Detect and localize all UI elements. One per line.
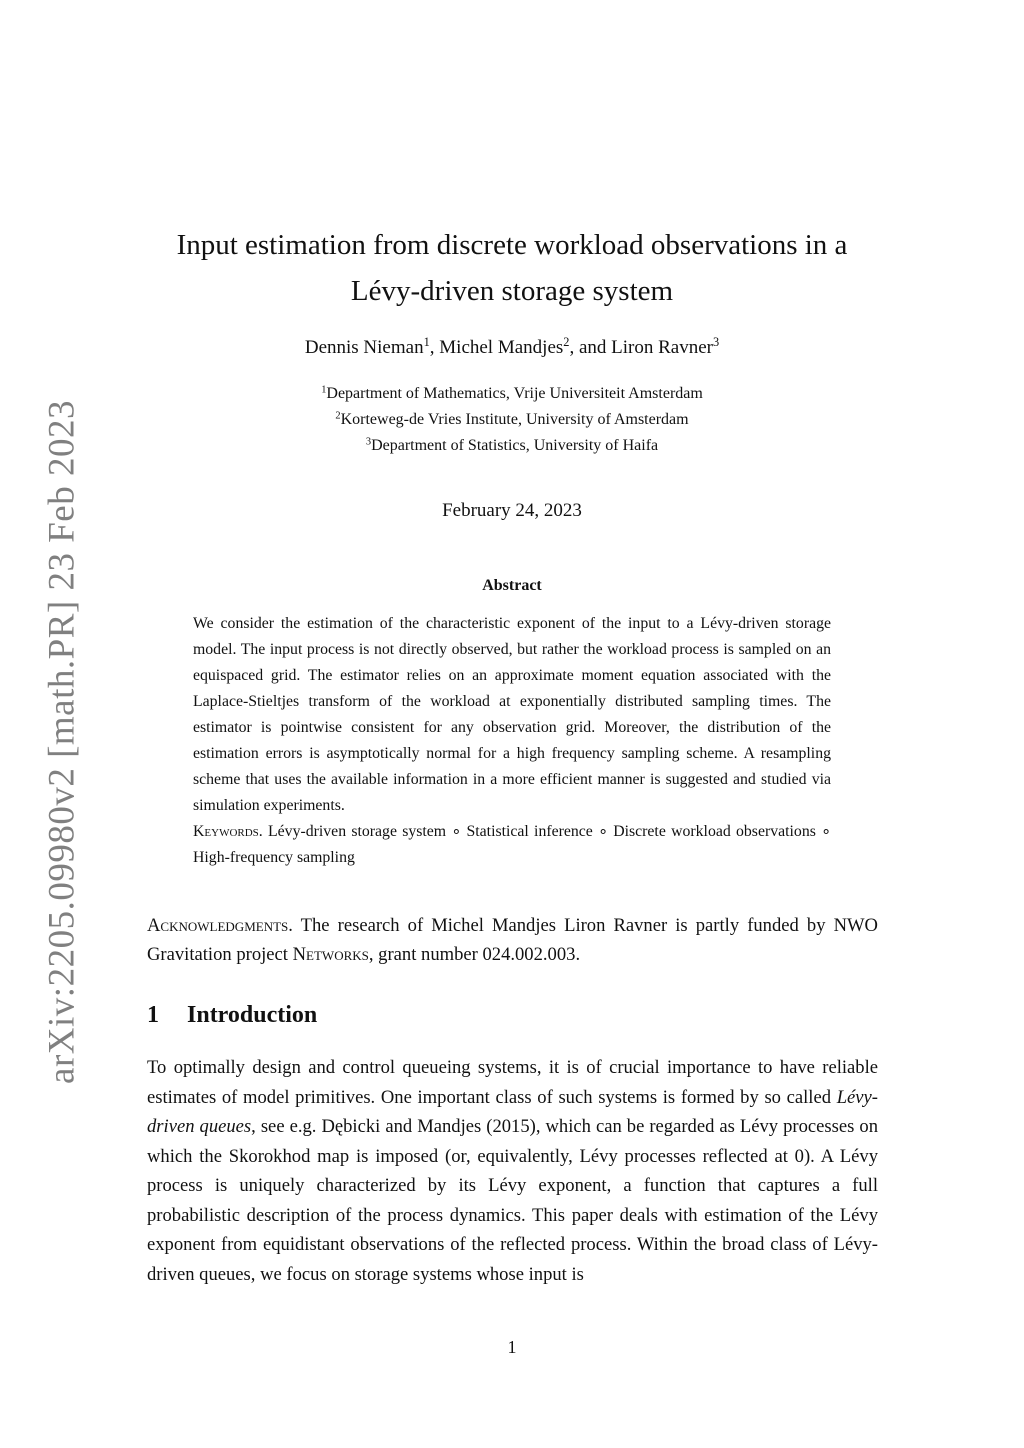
author-name: Dennis Nieman (304, 337, 424, 358)
author-name: Michel Mandjes (439, 337, 564, 358)
section-title: Introduction (187, 1002, 318, 1028)
author-affiliation-mark: 1 (423, 335, 430, 350)
author-affiliation-mark: 2 (563, 335, 570, 350)
affiliation: $^3$Department of Statistics, University of Haifa (365, 436, 659, 454)
section-number: 1 (147, 1002, 159, 1028)
author-separator: , (429, 337, 440, 358)
title-line-2: Lévy-driven storage system (350, 275, 674, 307)
project-name: Networks (292, 944, 369, 965)
section-heading (147, 1002, 317, 1029)
abstract-text: We consider the estimation of the characteristic exponent of the input to a Lévy-driven storage model. The input process is not directly observed, but rather the workload process is sampled on an equispaced grid. The estimator relies on an approximate moment equation associated with the Laplace-Stieltjes transform of the workload at exponentially distributed sampling times. The estimator is pointwise consistent for any observation grid. Moreover, the distribution of the estimation errors is asymptotically normal for a high frequency sampling scheme. A resampling scheme that uses the available information in a more efficient manner is suggested and studied via simulation experiments. (193, 615, 831, 814)
paper-title (140, 222, 884, 314)
author-affiliation-mark: 3 (712, 335, 720, 350)
acknowledgments-label: Acknowledgments. (147, 915, 293, 936)
affiliation: $^1$Department of Mathematics, Vrije Universiteit Amsterdam (321, 384, 703, 402)
page-number: 1 (507, 1337, 517, 1357)
keywords (193, 819, 831, 871)
paper-date: February 24, 2023 (442, 500, 582, 521)
emphasized-term: Lévy-driven queues (147, 1086, 878, 1137)
affiliation-list (140, 381, 884, 459)
keywords-text: Lévy-driven storage system ∘ Statistical inference ∘ Discrete workload observations ∘ High-frequency sampling (193, 823, 832, 866)
title-line-1: Input estimation from discrete workload observations in a (176, 229, 848, 261)
author-name: Liron Ravner (611, 337, 713, 358)
introduction-paragraph: To optimally design and control queueing systems, it is of crucial importance to have reliable estimates of model primitives. One important class of such systems is formed by so called Lévy-driven queues, see e.g. Dębicki and Mandjes (2015), which can be regarded as Lévy processes on which the Skorokhod map is imposed (or, equivalently, Lévy processes reflected at 0). A Lévy process is uniquely characterized by its Lévy exponent, a function that captures a full probabilistic description of the process dynamics. This paper deals with estimation of the Lévy exponent from equidistant observations of the reflected process. Within the broad class of Lévy-driven queues, we focus on storage systems whose input is (147, 1057, 878, 1285)
author-separator: , and (569, 337, 612, 358)
abstract-heading: Abstract (482, 577, 542, 594)
abstract (193, 611, 831, 871)
author-list (140, 334, 884, 362)
arxiv-identifier-stamp: arXiv:2205.09980v2 [math.PR] 23 Feb 2023 (41, 400, 83, 1084)
affiliation: $^2$Korteweg-de Vries Institute, University of Amsterdam (335, 410, 689, 428)
keywords-label: Keywords. (193, 823, 263, 840)
acknowledgments: Acknowledgments. The research of Michel Mandjes Liron Ravner is partly funded by NWO Gravitation project Networks, grant number 024.002.003. (147, 915, 878, 965)
